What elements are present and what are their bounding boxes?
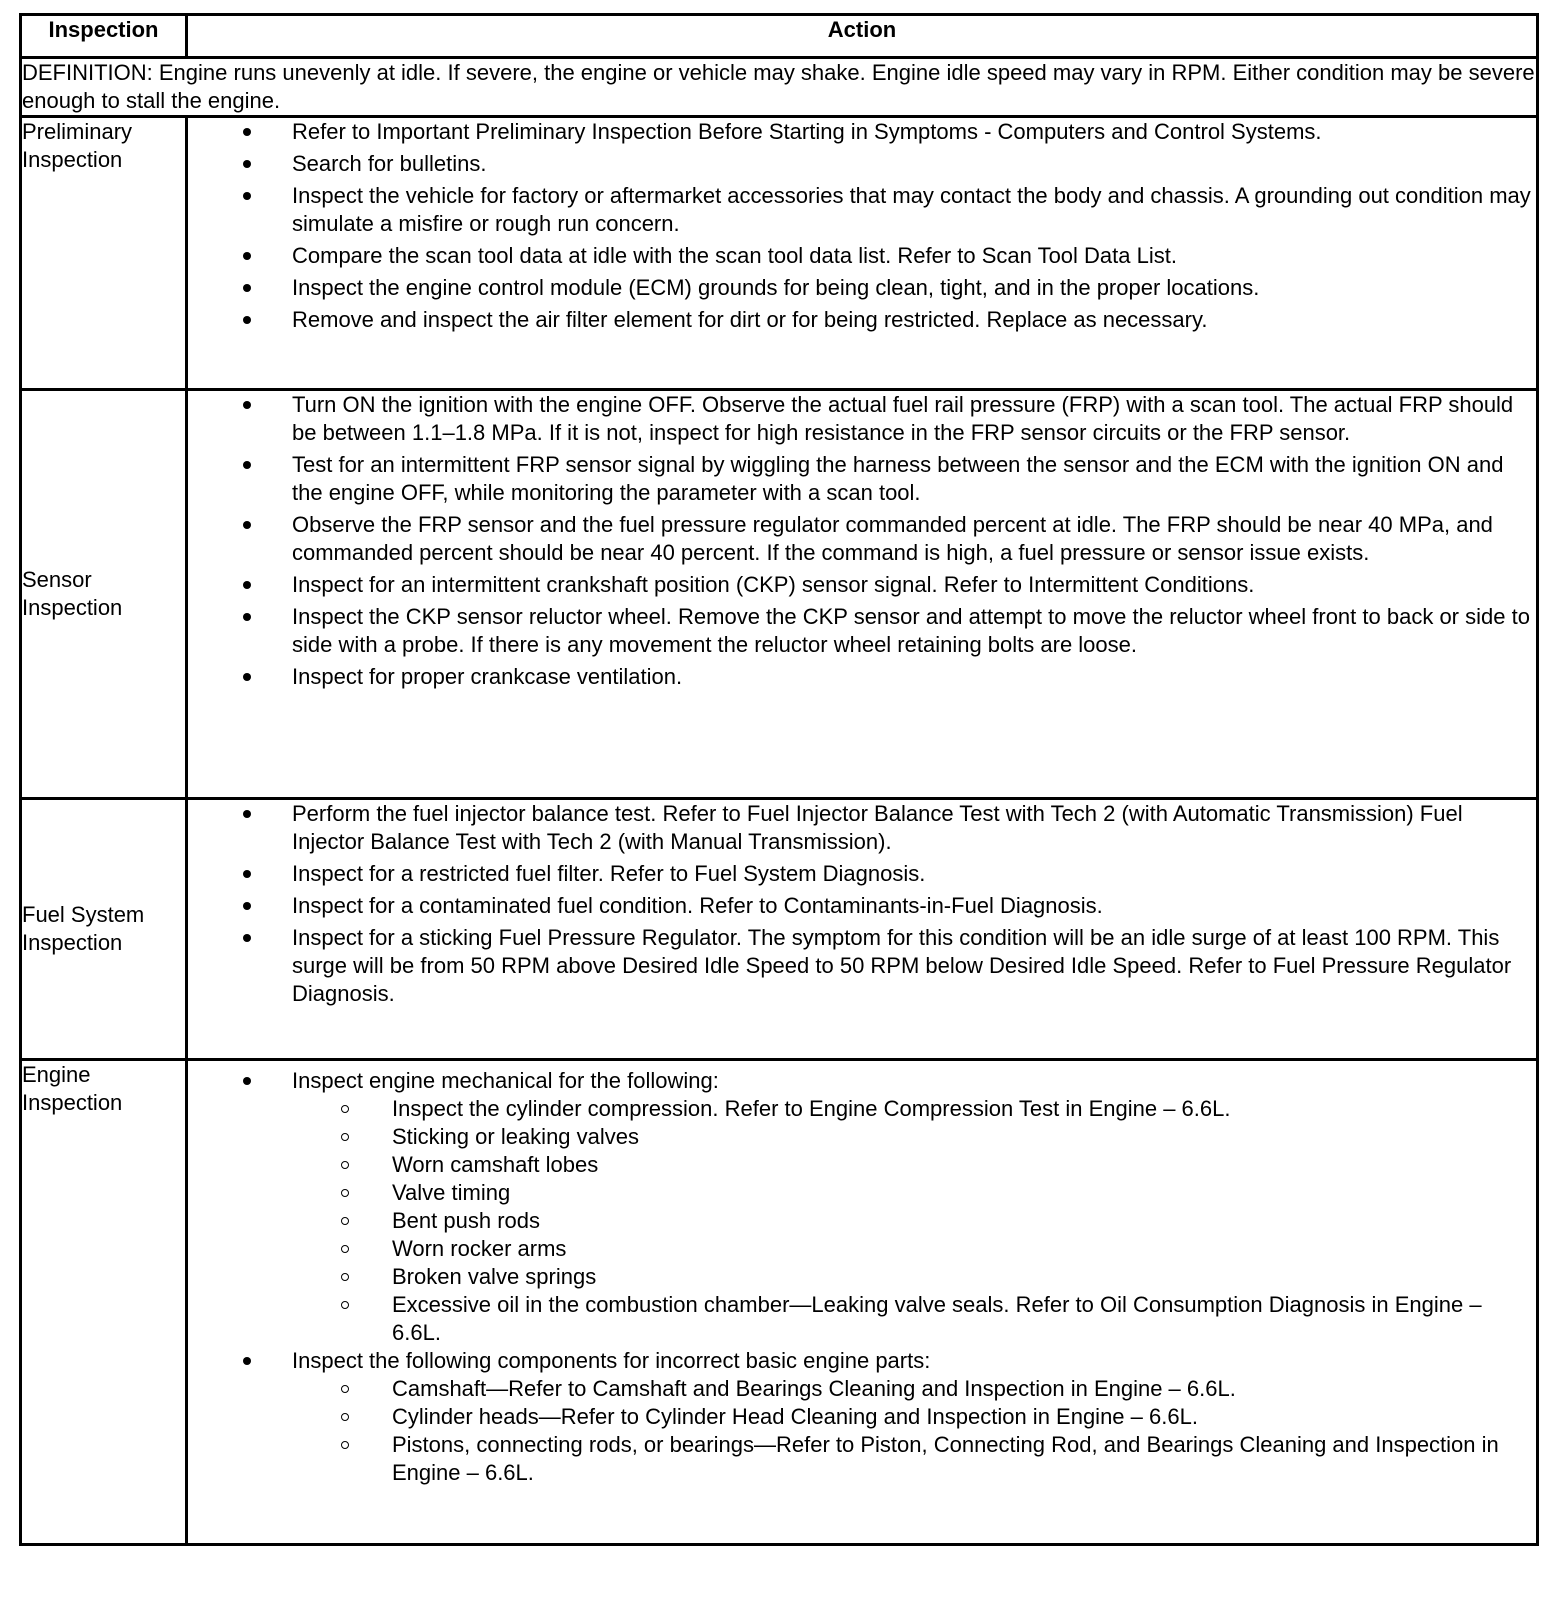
- list-item: Inspect for a contaminated fuel condition. Refer to Contaminants-in-Fuel Diagnosis.: [188, 892, 1536, 920]
- inspection-column-header: Inspection: [21, 15, 187, 58]
- row-label-preliminary: Preliminary Inspection: [21, 117, 187, 390]
- sub-list-item: Bent push rods: [188, 1207, 1536, 1235]
- action-list: [188, 800, 1536, 1008]
- list-item: Inspect for a sticking Fuel Pressure Regulator. The symptom for this condition will be an idle surge of at least 100 RPM. This surge will be from 50 RPM above Desired Idle Speed to 50 RPM below Desired Idle Speed. Refer to Fuel Pressure Regulator Diagnosis.: [188, 924, 1536, 1008]
- sub-list-item: Pistons, connecting rods, or bearings—Refer to Piston, Connecting Rod, and Bearings Cleaning and Inspection in Engine – 6.6L.: [188, 1431, 1536, 1487]
- action-cell: [187, 1060, 1538, 1545]
- action-cell: [187, 799, 1538, 1060]
- list-item: Inspect the engine control module (ECM) grounds for being clean, tight, and in the proper locations.: [188, 274, 1536, 302]
- action-list: [188, 391, 1536, 691]
- sub-list-item: Sticking or leaking valves: [188, 1123, 1536, 1151]
- list-item: Test for an intermittent FRP sensor signal by wiggling the harness between the sensor and the ECM with the ignition ON and the engine OFF, while monitoring the parameter with a scan tool.: [188, 451, 1536, 507]
- table-row: [21, 1060, 1538, 1545]
- header-row: [21, 15, 1538, 58]
- sub-list-item: Excessive oil in the combustion chamber—Leaking valve seals. Refer to Oil Consumption Diagnosis in Engine – 6.6L.: [188, 1291, 1536, 1347]
- list-item: Inspect the vehicle for factory or aftermarket accessories that may contact the body and chassis. A grounding out condition may simulate a misfire or rough run concern.: [188, 182, 1536, 238]
- sub-list-item: Worn rocker arms: [188, 1235, 1536, 1263]
- sub-list-item: Worn camshaft lobes: [188, 1151, 1536, 1179]
- list-item-text: Inspect the following components for incorrect basic engine parts:: [292, 1348, 931, 1373]
- list-item: [188, 1067, 1536, 1347]
- list-item: Inspect for a restricted fuel filter. Refer to Fuel System Diagnosis.: [188, 860, 1536, 888]
- sub-list-item: Inspect the cylinder compression. Refer to Engine Compression Test in Engine – 6.6L.: [188, 1095, 1536, 1123]
- list-item: Perform the fuel injector balance test. Refer to Fuel Injector Balance Test with Tech 2 (with Automatic Transmission) Fuel Injector Balance Test with Tech 2 (with Manual Transmission).: [188, 800, 1536, 856]
- list-item: Inspect for an intermittent crankshaft position (CKP) sensor signal. Refer to Intermittent Conditions.: [188, 571, 1536, 599]
- diagnostic-document: [19, 13, 1539, 1546]
- sub-list-item: Broken valve springs: [188, 1263, 1536, 1291]
- table-row: [21, 799, 1538, 1060]
- action-cell: [187, 390, 1538, 799]
- row-label-sensor: Sensor Inspection: [21, 390, 187, 799]
- list-item: Turn ON the ignition with the engine OFF. Observe the actual fuel rail pressure (FRP) with a scan tool. The actual FRP should be between 1.1–1.8 MPa. If it is not, inspect for high resistance in the FRP sensor circuits or the FRP sensor.: [188, 391, 1536, 447]
- table-row: [21, 117, 1538, 390]
- list-item: Observe the FRP sensor and the fuel pressure regulator commanded percent at idle. The FRP should be near 40 MPa, and commanded percent should be near 40 percent. If the command is high, a fuel pressure or sensor issue exists.: [188, 511, 1536, 567]
- sub-list-item: Cylinder heads—Refer to Cylinder Head Cleaning and Inspection in Engine – 6.6L.: [188, 1403, 1536, 1431]
- row-label-fuel-system: Fuel System Inspection: [21, 799, 187, 1060]
- list-item: Refer to Important Preliminary Inspection Before Starting in Symptoms - Computers and Control Systems.: [188, 118, 1536, 146]
- action-column-header: Action: [187, 15, 1538, 58]
- table-row: [21, 390, 1538, 799]
- diagnostic-table: [19, 13, 1539, 1546]
- list-item: Compare the scan tool data at idle with the scan tool data list. Refer to Scan Tool Data List.: [188, 242, 1536, 270]
- sub-list: [292, 1095, 1536, 1347]
- sub-list-item: Camshaft—Refer to Camshaft and Bearings Cleaning and Inspection in Engine – 6.6L.: [188, 1375, 1536, 1403]
- action-list: [188, 1067, 1536, 1487]
- definition-text: DEFINITION: Engine runs unevenly at idle. If severe, the engine or vehicle may shake. Engine idle speed may vary in RPM. Either condition may be severe enough to stall the engine.: [21, 58, 1538, 117]
- action-cell: [187, 117, 1538, 390]
- list-item: Remove and inspect the air filter element for dirt or for being restricted. Replace as necessary.: [188, 306, 1536, 334]
- list-item: [188, 1347, 1536, 1487]
- row-label-engine: Engine Inspection: [21, 1060, 187, 1545]
- sub-list: [292, 1375, 1536, 1487]
- action-list: [188, 118, 1536, 334]
- list-item: Inspect for proper crankcase ventilation.: [188, 663, 1536, 691]
- sub-list-item: Valve timing: [188, 1179, 1536, 1207]
- list-item-text: Inspect engine mechanical for the following:: [292, 1068, 719, 1093]
- definition-row: [21, 58, 1538, 117]
- list-item: Search for bulletins.: [188, 150, 1536, 178]
- list-item: Inspect the CKP sensor reluctor wheel. Remove the CKP sensor and attempt to move the reluctor wheel front to back or side to side with a probe. If there is any movement the reluctor wheel retaining bolts are loose.: [188, 603, 1536, 659]
